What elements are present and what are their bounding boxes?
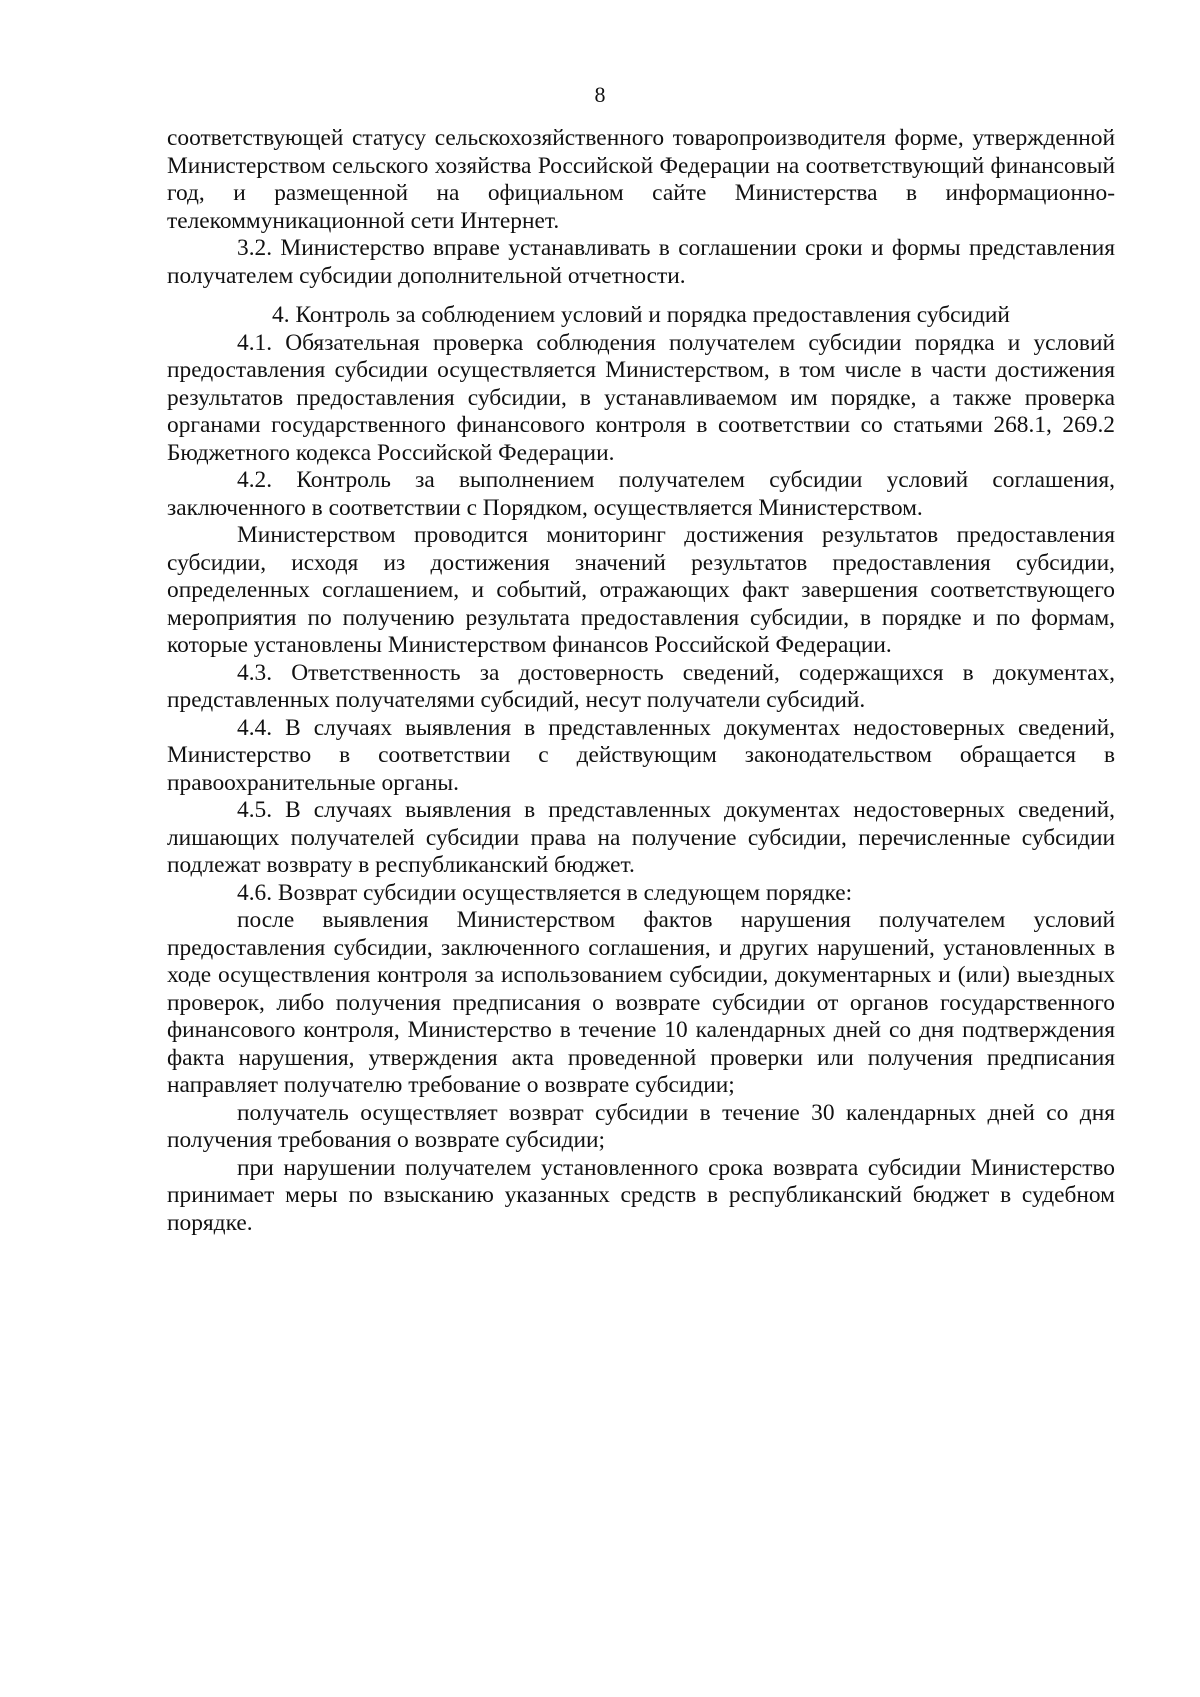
paragraph-4-6-item-1: после выявления Министерством фактов нарушения получателем условий предоставления субсидии, заключенного соглашения, и других нарушений, установленных в ходе осуществления контроля за использованием субсидии, документарных и (или) выездных проверок, либо получения предписания о возврате субсидии от органов государственного финансового контроля, Министерство в течение 10 календарных дней со дня подтверждения факта нарушения, утверждения акта проведенной проверки или получения предписания направляет получателю требование о возврате субсидии; [167, 907, 1115, 1098]
paragraph-4-3: 4.3. Ответственность за достоверность сведений, содержащихся в документах, представленных получателями субсидий, несут получатели субсидий. [167, 659, 1115, 713]
paragraph-4-6-item-3: при нарушении получателем установленного срока возврата субсидии Министерство принимает меры по взысканию указанных средств в республиканский бюджет в судебном порядке. [167, 1154, 1115, 1236]
paragraph-monitoring: Министерством проводится мониторинг достижения результатов предоставления субсидии, исходя из достижения значений результатов предоставления субсидии, определенных соглашением, и событий, отражающих факт завершения соответствующего мероприятия по получению результата предоставления субсидии, в порядке и по формам, которые установлены Министерством финансов Российской Федерации. [167, 522, 1115, 658]
paragraph-4-6: 4.6. Возврат субсидии осуществляется в следующем порядке: [237, 879, 853, 906]
paragraph-4-2: 4.2. Контроль за выполнением получателем субсидии условий соглашения, заключенного в соответствии с Порядком, осуществляется Министерством. [167, 467, 1115, 521]
page-number: 8 [594, 82, 606, 107]
paragraph-4-6-item-2: получатель осуществляет возврат субсидии в течение 30 календарных дней со дня получения требования о возврате субсидии; [167, 1099, 1115, 1153]
paragraph-4-1: 4.1. Обязательная проверка соблюдения получателем субсидии порядка и условий предоставления субсидии осуществляется Министерством, в том числе в части достижения результатов предоставления субсидии, в устанавливаемом им порядке, а также проверка органами государственного финансового контроля в соответствии со статьями 268.1, 269.2 Бюджетного кодекса Российской Федерации. [167, 329, 1115, 466]
paragraph-continuation: соответствующей статусу сельскохозяйственного товаропроизводителя форме, утвержденной Министерством сельского хозяйства Российской Федерации на соответствующий финансовый год, и размещенной на официальном сайте Министерства в информационно-телекоммуникационной сети Интернет. [167, 125, 1115, 234]
paragraph-4-5: 4.5. В случаях выявления в представленных документах недостоверных сведений, лишающих получателей субсидии права на получение субсидии, перечисленные субсидии подлежат возврату в республиканский бюджет. [167, 797, 1115, 878]
section-heading-4: 4. Контроль за соблюдением условий и порядка предоставления субсидий [272, 302, 1010, 328]
document-body [167, 125, 1115, 1237]
paragraph-4-4: 4.4. В случаях выявления в представленных документах недостоверных сведений, Министерство в соответствии с действующим законодательством обращается в правоохранительные органы. [167, 714, 1115, 796]
paragraph-3-2: 3.2. Министерство вправе устанавливать в соглашении сроки и формы представления получателем субсидии дополнительной отчетности. [167, 235, 1115, 289]
